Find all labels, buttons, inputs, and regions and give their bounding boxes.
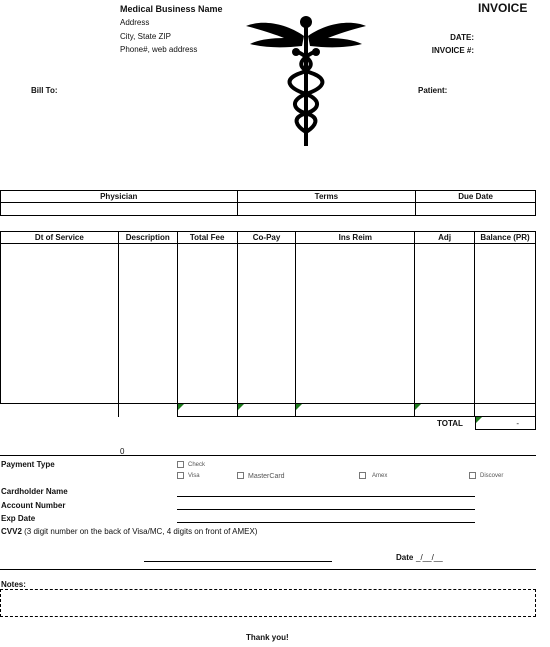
ins-reim-header: Ins Reim [296,232,415,244]
adj-header: Adj [415,232,475,244]
physician-header: Physician [1,191,238,203]
balance-sum[interactable] [475,404,536,417]
terms-header: Terms [237,191,416,203]
due-date-header: Due Date [416,191,536,203]
balance-header: Balance (PR) [475,232,536,244]
adj-sum[interactable] [415,404,475,417]
comment-marker-icon [238,404,244,410]
total-value: - [516,419,519,428]
discover-label: Discover [480,473,504,479]
visa-checkbox[interactable] [177,472,184,479]
patient-label: Patient: [418,86,448,95]
amex-checkbox[interactable] [359,472,366,479]
mastercard-label: MasterCard [248,473,285,480]
business-address: Address [120,18,150,27]
subtotal-blank [1,404,119,417]
payment-date-input[interactable]: _/__/__ [416,553,443,562]
copay-column[interactable] [237,244,296,404]
total-fee-sum[interactable] [177,404,237,417]
thank-you-text: Thank you! [246,633,289,642]
ins-reim-column[interactable] [296,244,415,404]
subtotal-blank [118,404,177,417]
payment-date-label: Date [396,553,414,562]
comment-marker-icon [178,404,184,410]
cvv2-label: CVV2 [1,527,22,536]
comment-marker-icon [415,404,421,410]
business-phone: Phone#, web address [120,45,198,54]
bill-to-label: Bill To: [31,86,58,95]
cvv2-note: (3 digit number on the back of Visa/MC, 4 digits on front of AMEX) [24,527,258,536]
visa-label: Visa [188,473,200,479]
adj-column[interactable] [415,244,475,404]
comment-marker-icon [296,404,302,410]
caduceus-icon [244,14,368,150]
ins-reim-sum[interactable] [296,404,415,417]
cardholder-label: Cardholder Name [1,487,68,496]
comment-marker-icon [476,417,482,423]
business-city: City, State ZIP [120,32,171,41]
total-value-box[interactable] [475,416,536,430]
description-header: Description [118,232,177,244]
check-checkbox[interactable] [177,461,184,468]
mastercard-checkbox[interactable] [237,472,244,479]
physician-cell[interactable] [1,203,238,216]
service-date-column[interactable] [1,244,119,404]
total-label: TOTAL [437,419,463,428]
invoice-title: INVOICE [478,1,528,15]
discover-checkbox[interactable] [469,472,476,479]
amex-label: Amex [372,473,388,479]
check-label: Check [188,462,206,468]
service-table [0,231,536,417]
date-label: DATE: [450,33,474,42]
total-fee-header: Total Fee [177,232,237,244]
balance-column[interactable] [475,244,536,404]
terms-cell[interactable] [237,203,416,216]
cvv2-row [1,527,257,536]
business-name: Medical Business Name [120,4,223,14]
account-number-input[interactable] [177,509,475,510]
zero-value: 0 [120,447,125,456]
description-column[interactable] [118,244,177,404]
info-table [0,190,536,216]
cardholder-input[interactable] [177,496,475,497]
due-date-cell[interactable] [416,203,536,216]
notes-label: Notes: [1,580,26,589]
exp-date-label: Exp Date [1,514,36,523]
payment-type-label: Payment Type [1,460,55,469]
copay-header: Co-Pay [237,232,296,244]
account-number-label: Account Number [1,501,66,510]
service-date-header: Dt of Service [1,232,119,244]
exp-date-input[interactable] [177,522,475,523]
notes-box[interactable] [0,589,536,617]
invoice-number-label: INVOICE #: [431,46,474,55]
copay-sum[interactable] [237,404,296,417]
signature-line[interactable] [144,561,332,562]
total-fee-column[interactable] [177,244,237,404]
